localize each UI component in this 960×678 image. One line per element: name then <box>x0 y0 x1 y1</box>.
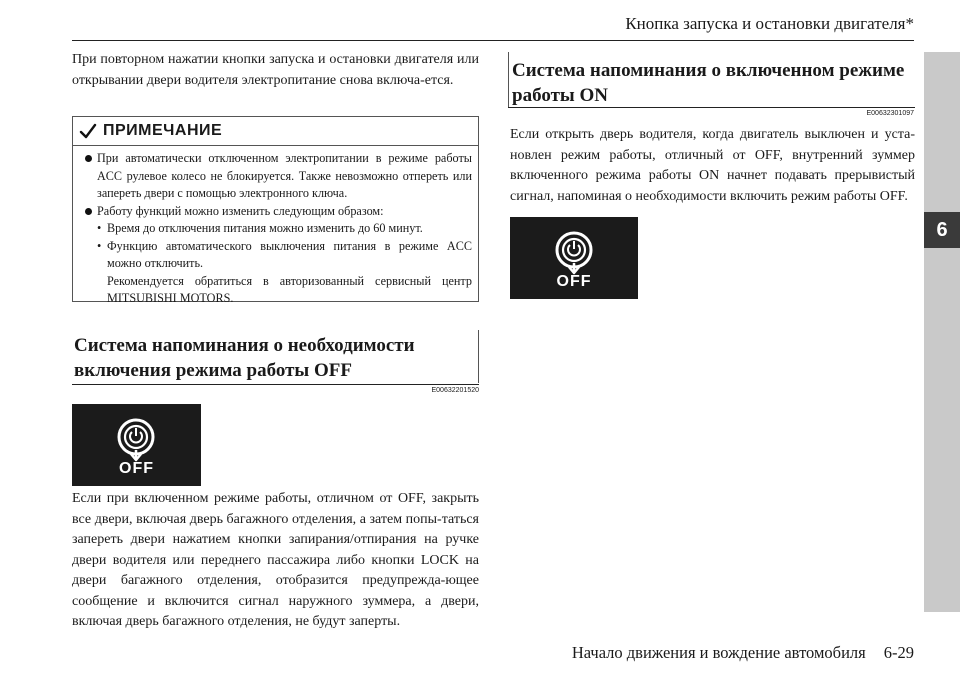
chapter-number-badge: 6 <box>924 212 960 248</box>
section-divider <box>508 107 915 108</box>
note-sub-list <box>85 220 472 308</box>
page-header-title: Кнопка запуска и остановки двигателя* <box>625 14 914 33</box>
note-sub-item: • Функцию автоматического выключения питания в режиме ACC можно отключить. Рекомендуется обратиться в авторизованный сервисный центр MITSUBISHI MOTORS. <box>97 238 472 308</box>
power-button-icon <box>116 416 156 462</box>
note-bullet <box>85 203 472 221</box>
intro-paragraph: При повторном нажатии кнопки запуска и остановки двигателя или открывании двери водителя электропитание снова включа-ется. <box>72 52 479 88</box>
section-title-line: работы ON <box>512 85 608 106</box>
note-title: ПРИМЕЧАНИЕ <box>103 122 223 139</box>
section-code: E00632201520 <box>431 387 479 394</box>
page-footer <box>572 643 914 663</box>
section-title-off <box>74 333 474 383</box>
chapter-side-tab <box>924 52 960 612</box>
note-box <box>72 116 479 305</box>
note-sub-item: • Время до отключения питания можно изменить до 60 минут. <box>97 220 472 238</box>
off-label: OFF <box>119 460 154 477</box>
off-label: OFF <box>556 273 592 290</box>
note-sub-text: Время до отключения питания можно изменить до 60 минут. <box>107 221 423 235</box>
section-off-paragraph: Если при включенном режиме работы, отличном от OFF, закрыть все двери, включая дверь багажного отделения, а затем попы-таться запереть двери нажатием кнопки запирания/отпирания на ручке двери водителя или переднего пассажира либо кнопки LOCK на двери багажного отделения, отобразится предупрежда-ющее сообщение и включится сигнал наружного зуммера, а двери, включая дверь багажного отделения, не будут заперты. <box>72 491 479 629</box>
section-title-line: включения режима работы OFF <box>74 360 352 381</box>
page-number: 6-29 <box>883 643 914 662</box>
footer-chapter-title: Начало движения и вождение автомобиля <box>571 643 866 662</box>
note-bullet-text: При автоматически отключенном электропитании в режиме работы ACC рулевое колесо не блокируется. Также невозможно отпереть или запереть двери с помощью электронного ключа. <box>97 151 472 200</box>
note-bullet-text: Работу функций можно изменить следующим образом: <box>97 203 384 218</box>
note-sub-text: Функцию автоматического выключения питания в режиме ACC можно отключить. <box>107 238 472 270</box>
note-body <box>85 150 472 308</box>
off-display-image <box>72 404 201 486</box>
section-divider-vertical <box>478 330 479 383</box>
bullet-icon <box>85 208 92 215</box>
section-divider-vertical <box>508 52 509 107</box>
bullet-icon <box>85 155 92 162</box>
check-icon <box>79 123 97 139</box>
section-title-line: Система напоминания о необходимости <box>74 335 415 356</box>
section-code: E00632301097 <box>866 110 914 117</box>
section-on-paragraph: Если открыть дверь водителя, когда двигатель выключен и уста-новлен режим работы, отличный от OFF, внутренний зуммер включенного режима работы ON начнет подавать прерывистый сигнал, напоминая о необходимости включить режим работы OFF. <box>510 127 915 204</box>
header-divider <box>72 40 914 41</box>
on-display-image <box>510 217 638 299</box>
section-title-on <box>512 58 917 108</box>
power-button-icon <box>554 229 594 275</box>
note-header <box>73 117 478 146</box>
note-bullet <box>85 150 472 203</box>
note-sub-text: Рекомендуется обратиться в авторизованный сервисный центр MITSUBISHI MOTORS. <box>107 273 472 305</box>
section-title-line: Система напоминания о включенном режиме <box>512 60 905 81</box>
section-divider <box>72 384 479 385</box>
